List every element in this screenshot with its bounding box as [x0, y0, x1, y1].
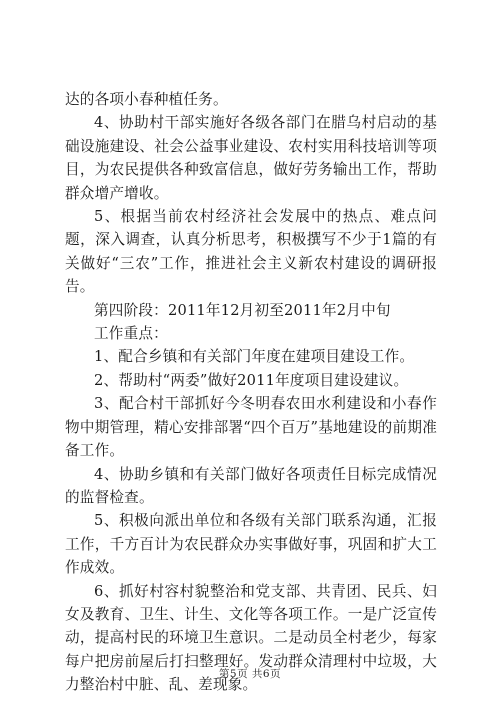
- paragraph-continuation: 达的各项小春种植任务。: [65, 91, 228, 108]
- document-body: [65, 88, 437, 697]
- paragraph-item-5: 5、根据当前农村经济社会发展中的热点、难点问题，深入调查，认真分析思考，积极撰写不少于1篇的有关做好“三农”工作，推进社会主义新农村建设的调研报告。: [65, 208, 437, 296]
- paragraph-item-4: 4、协助村干部实施好各级各部门在腊乌村启动的基础设施建设、社会公益事业建设、农村实用科技培训等项目，为农民提供各种致富信息，做好劳务输出工作，帮助群众增产增收。: [65, 114, 437, 202]
- stage-heading: 第四阶段：2011年12月初至2011年2月中旬: [94, 301, 391, 319]
- paragraph-item-1: 1、配合乡镇和有关部门年度在建项目建设工作。: [94, 348, 415, 366]
- work-focus-heading: 工作重点：: [94, 325, 168, 343]
- paragraph-item-3: 3、配合村干部抓好今冬明春农田水利建设和小春作物中期管理，精心安排部署“四个百万”基地建设的前期准备工作。: [65, 395, 437, 460]
- paragraph-item-6: 6、抓好村容村貌整治和党支部、共青团、民兵、妇女及教育、卫生、计生、文化等各项工作。一是广泛宣传动，提高村民的环境卫生意识。二是动员全村老少，每家每户把房前屋后打扫整理好。发动群众清理村中垃圾，大力整治村中脏、乱、差现象。: [65, 582, 437, 694]
- page-footer: 第5页 共6页: [218, 668, 282, 680]
- paragraph-item-4b: 4、协助乡镇和有关部门做好各项责任目标完成情况的监督检查。: [65, 465, 437, 506]
- paragraph-item-2: 2、帮助村“两委”做好2011年度项目建设建议。: [94, 371, 409, 389]
- paragraph-item-5b: 5、积极向派出单位和各级有关部门联系沟通，汇报工作，千方百计为农民群众办实事做好事，巩固和扩大工作成效。: [65, 512, 437, 577]
